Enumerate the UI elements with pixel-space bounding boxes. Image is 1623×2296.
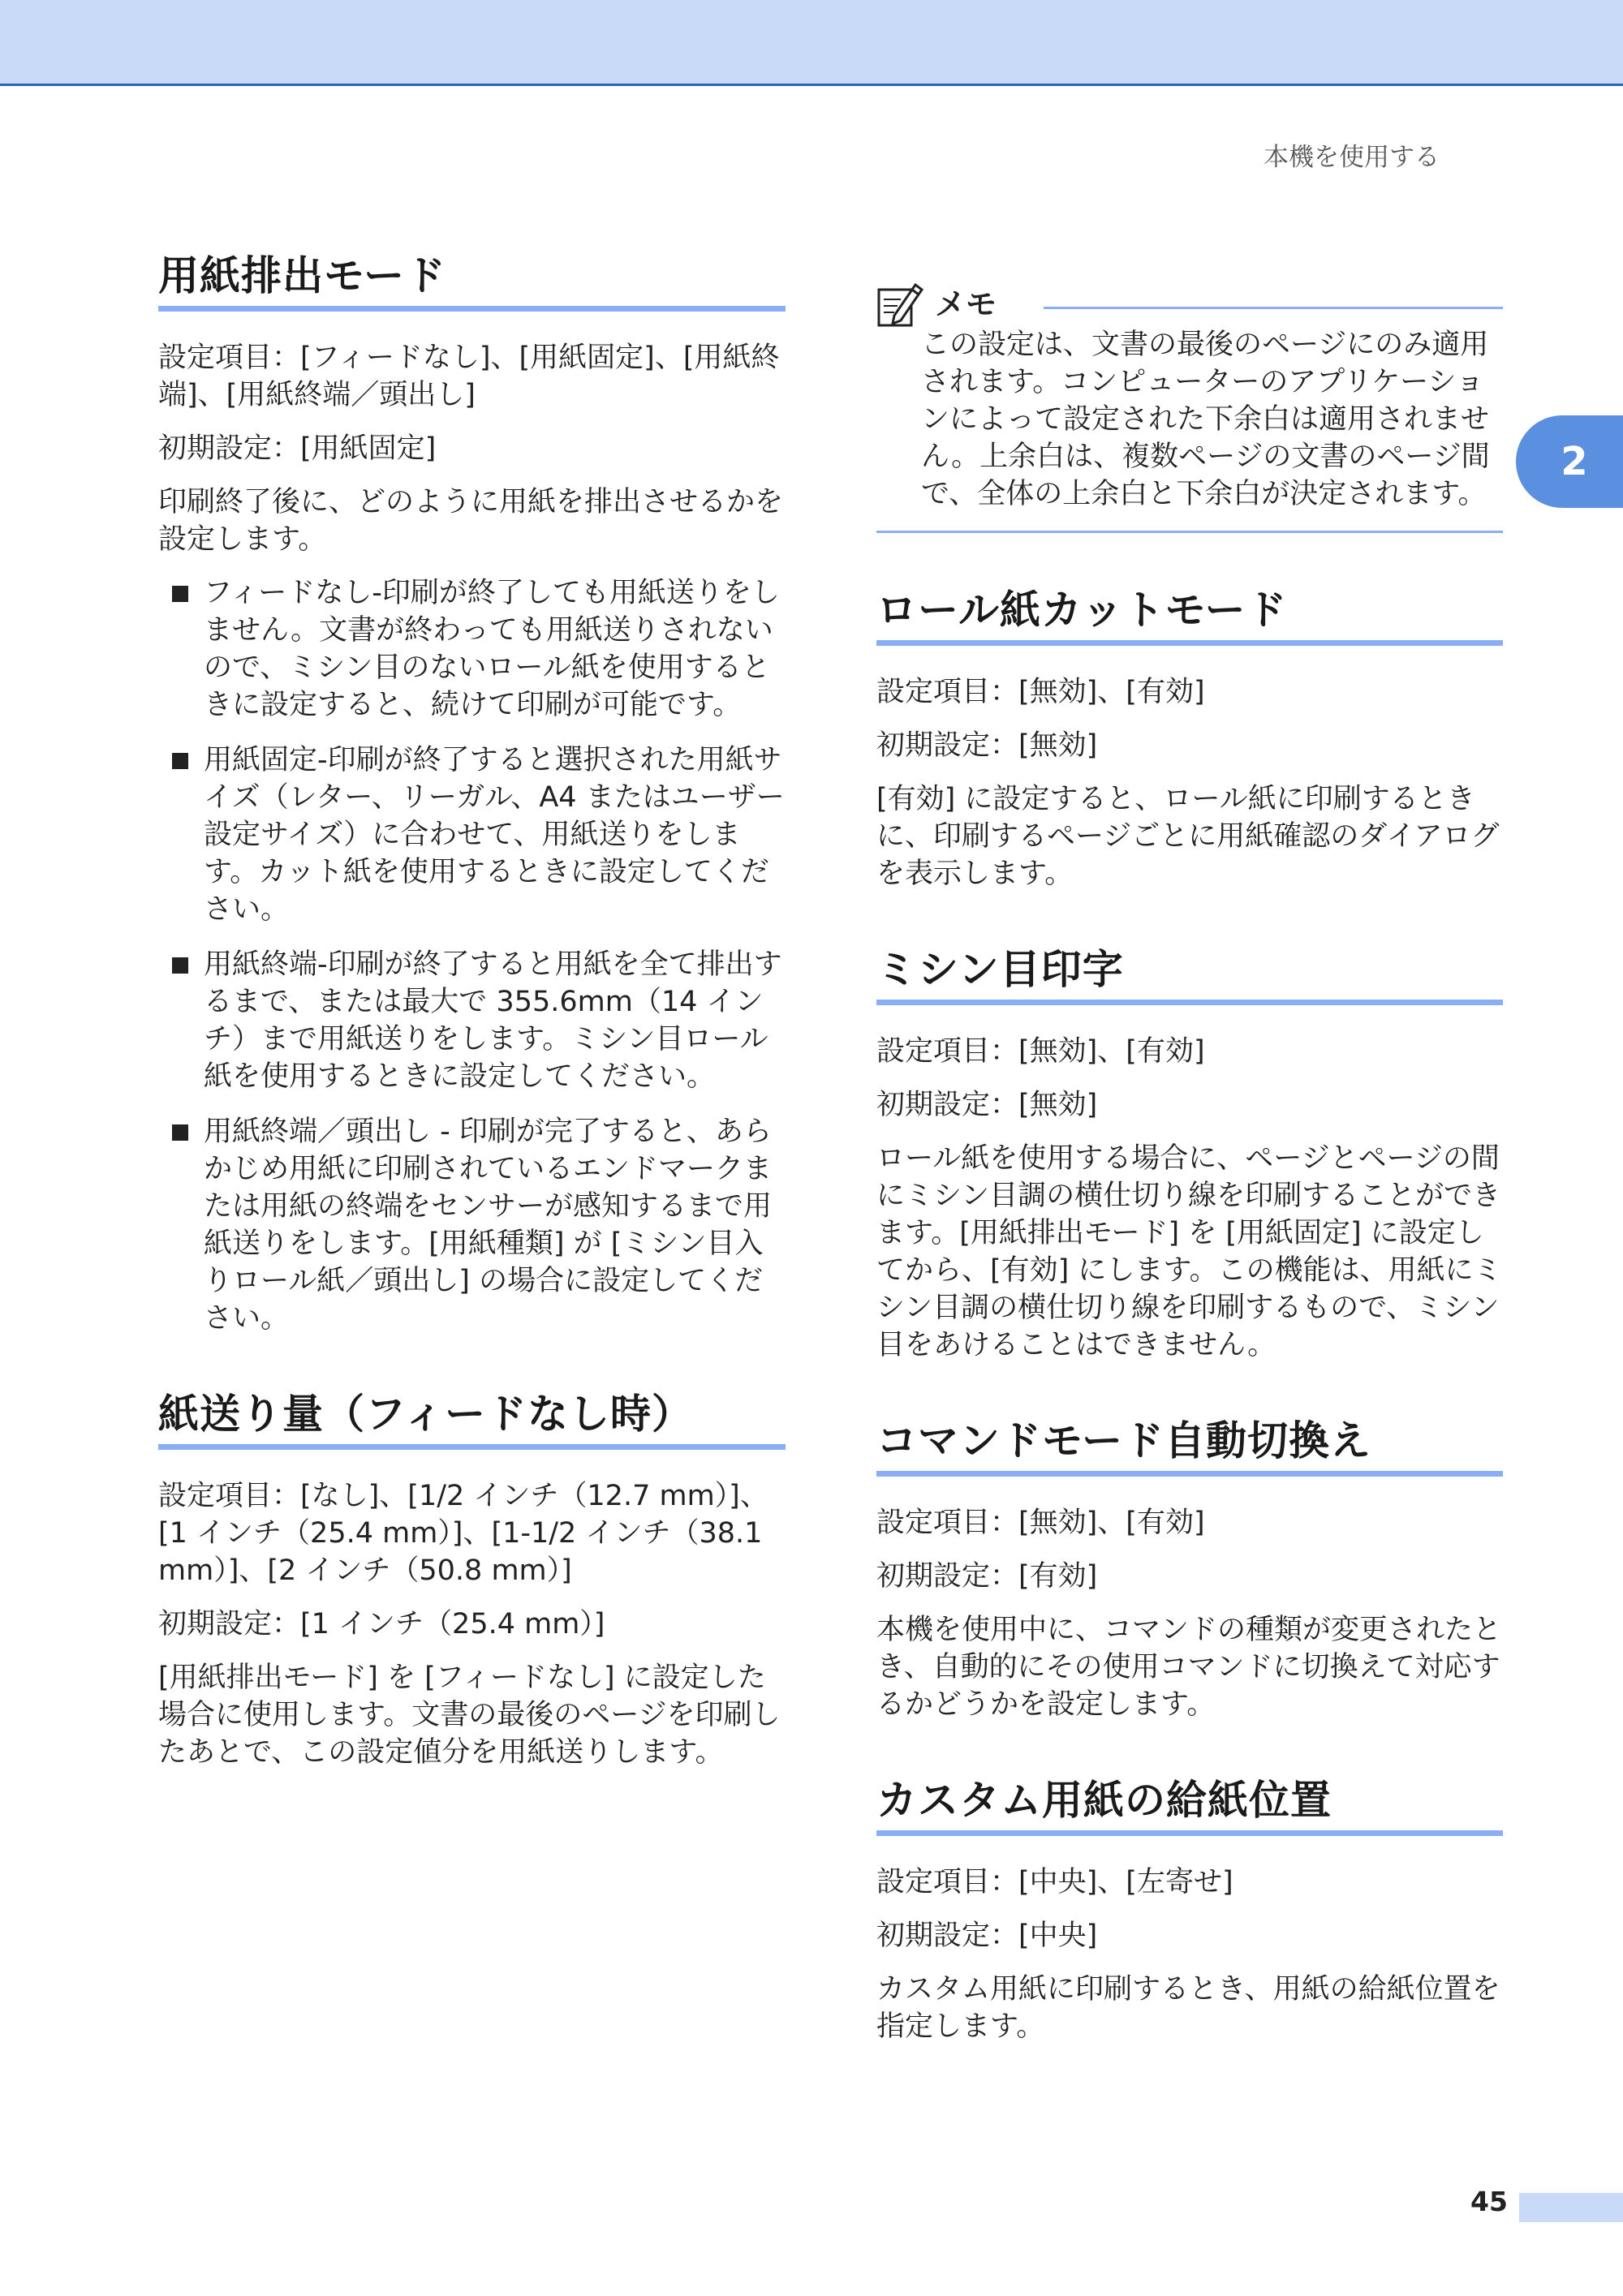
settings-options: 設定項目：[無効]、[有効] [876,676,1205,708]
section-title: ロール紙カットモード [876,582,1503,646]
default-setting: 初期設定：[1 インチ（25.4 mm）] [158,1608,605,1640]
section-custom-paper-feed-position [876,1772,1503,2045]
memo-text: この設定は、文書の最後のページにのみ適用されます。コンピューターのアプリケーションによって設定された下余白は適用されません。上余白は、複数ページの文書のページ間で、全体の上余白と下余白が決定されます。 [921,329,1490,510]
memo-bottom-rule [876,531,1503,533]
settings-options: 設定項目：[なし]、[1/2 インチ（12.7 mm）]、[1 インチ（25.4 mm）]、[1-1/2 インチ（38.1 mm）]、[2 インチ（50.8 mm）] [158,1480,768,1587]
section-description: [有効] に設定すると、ロール紙に印刷するときに、印刷するページごとに用紙確認のダイアログを表示します。 [876,783,1500,890]
settings-options: 設定項目：[中央]、[左寄せ] [876,1866,1233,1898]
section-title: 用紙排出モード [158,247,786,312]
footer-bar [1519,2193,1623,2222]
settings-options: 設定項目：[無効]、[有効] [876,1035,1205,1068]
memo-pencil-icon [876,280,923,329]
memo-title: メモ [935,286,997,322]
list-item: フィードなし-印刷が終了しても用紙送りをしません。文書が終わっても用紙送りされないので、ミシン目のないロール紙を使用するときに設定すると、続けて印刷が可能です。 [158,574,786,724]
section-command-auto-switch [876,1412,1503,1723]
list-item: 用紙終端-印刷が終了すると用紙を全て排出するまで、または最大で 355.6mm（14 インチ）まで用紙送りをします。ミシン目ロール紙を使用するときに設定してください。 [158,946,786,1095]
chapter-tab: 2 [1516,415,1623,508]
default-setting: 初期設定：[有効] [876,1560,1098,1593]
running-title: 本機を使用する [1264,143,1440,172]
memo-rule [1044,307,1503,309]
header-rule [0,84,1623,86]
section-roll-cut-mode [876,582,1503,892]
section-description: 印刷終了後に、どのように用紙を排出させるかを設定します。 [158,486,784,556]
section-title: 紙送り量（フィードなし時） [158,1386,786,1450]
page-number: 45 [1470,2186,1508,2217]
option-list [158,574,786,1337]
section-description: [用紙排出モード] を [フィードなし] に設定した場合に使用します。文書の最後のページを印刷したあとで、この設定値分を用紙送りします。 [158,1662,781,1769]
memo-box [876,276,1503,533]
default-setting: 初期設定：[無効] [876,729,1098,762]
settings-options: 設定項目：[無効]、[有効] [876,1507,1205,1539]
section-title: ミシン目印字 [876,941,1503,1005]
list-item: 用紙終端／頭出し - 印刷が完了すると、あらかじめ用紙に印刷されているエンドマークまたは用紙の終端をセンサーが感知するまで用紙送りをします。[用紙種類] が [ミシン目入りロール紙／頭出し] の場合に設定してください。 [158,1113,786,1337]
default-setting: 初期設定：[無効] [876,1089,1098,1121]
section-perforation-print [876,941,1503,1364]
default-setting: 初期設定：[中央] [876,1920,1098,1952]
list-item: 用紙固定-印刷が終了すると選択された用紙サイズ（レター、リーガル、A4 またはユーザー設定サイズ）に合わせて、用紙送りをします。カット紙を使用するときに設定してください。 [158,742,786,928]
section-description: カスタム用紙に印刷するとき、用紙の給紙位置を指定します。 [876,1973,1500,2043]
section-description: 本機を使用中に、コマンドの種類が変更されたとき、自動的にその使用コマンドに切換えて対応するかどうかを設定します。 [876,1614,1502,1721]
section-paper-eject-mode [158,247,786,1337]
default-setting: 初期設定：[用紙固定] [158,432,437,465]
left-column [158,247,786,1771]
section-title: コマンドモード自動切換え [876,1412,1503,1477]
settings-options: 設定項目：[フィードなし]、[用紙固定]、[用紙終端]、[用紙終端／頭出し] [158,342,780,411]
section-feed-amount [158,1386,786,1771]
header-band [0,0,1623,85]
section-title: カスタム用紙の給紙位置 [876,1772,1503,1836]
right-column [876,276,1503,2045]
section-description: ロール紙を使用する場合に、ページとページの間にミシン目調の横仕切り線を印刷することができます。[用紙排出モード] を [用紙固定] に設定してから、[有効] にします。この機能は、用紙にミシン目調の横仕切り線を印刷するもので、ミシン目をあけることはできません。 [876,1142,1502,1361]
